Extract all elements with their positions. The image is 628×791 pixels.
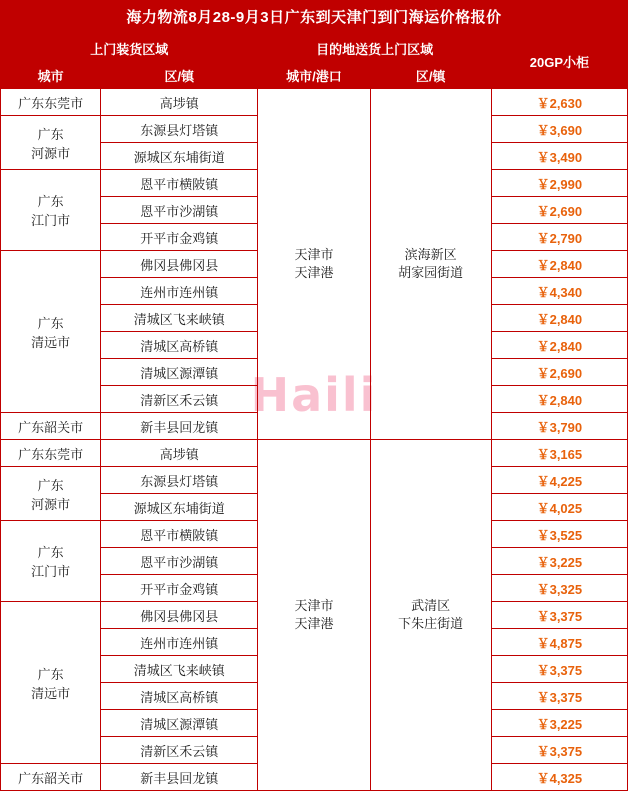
origin-town-cell: 高埗镇 <box>101 440 258 467</box>
origin-town-cell: 连州市连州镇 <box>101 629 258 656</box>
page-title: 海力物流8月28-9月3日广东到天津门到门海运价格报价 <box>0 0 628 34</box>
price-cell: ￥4,875 <box>491 629 627 656</box>
origin-town-cell: 清城区源潭镇 <box>101 359 258 386</box>
origin-town-cell: 恩平市横陂镇 <box>101 521 258 548</box>
price-cell: ￥2,840 <box>491 251 627 278</box>
price-cell: ￥3,525 <box>491 521 627 548</box>
price-cell: ￥3,375 <box>491 683 627 710</box>
origin-city-cell: 广东韶关市 <box>1 764 101 791</box>
origin-town-cell: 新丰县回龙镇 <box>101 764 258 791</box>
price-cell: ￥2,990 <box>491 170 627 197</box>
origin-city-cell: 广东东莞市 <box>1 440 101 467</box>
origin-town-cell: 东源县灯塔镇 <box>101 467 258 494</box>
origin-town-cell: 清城区高桥镇 <box>101 683 258 710</box>
price-cell: ￥3,225 <box>491 548 627 575</box>
header-price: 20GP小柜 <box>491 35 627 89</box>
origin-town-cell: 恩平市沙湖镇 <box>101 197 258 224</box>
price-cell: ￥3,490 <box>491 143 627 170</box>
origin-town-cell: 清城区源潭镇 <box>101 710 258 737</box>
table-row <box>1 89 628 116</box>
price-cell: ￥3,375 <box>491 656 627 683</box>
price-cell: ￥4,225 <box>491 467 627 494</box>
origin-city-cell: 广东 清远市 <box>1 602 101 764</box>
price-cell: ￥3,690 <box>491 116 627 143</box>
header-group-row <box>1 35 628 62</box>
destination-city-cell: 天津市 天津港 <box>258 89 370 440</box>
origin-city-cell: 广东 河源市 <box>1 116 101 170</box>
destination-city-cell: 天津市 天津港 <box>258 440 370 791</box>
watermark: Haili <box>250 368 378 422</box>
header-dest-town: 区/镇 <box>370 62 491 89</box>
origin-city-cell: 广东 河源市 <box>1 467 101 521</box>
table-body <box>1 89 628 791</box>
price-cell: ￥3,375 <box>491 602 627 629</box>
price-cell: ￥3,790 <box>491 413 627 440</box>
price-cell: ￥2,840 <box>491 386 627 413</box>
price-cell: ￥2,690 <box>491 197 627 224</box>
header-pickup-group: 上门装货区域 <box>1 35 258 62</box>
origin-town-cell: 开平市金鸡镇 <box>101 575 258 602</box>
header-city: 城市 <box>1 62 101 89</box>
price-cell: ￥2,840 <box>491 305 627 332</box>
origin-town-cell: 清城区高桥镇 <box>101 332 258 359</box>
table-row <box>1 440 628 467</box>
destination-town-cell: 滨海新区 胡家园街道 <box>370 89 491 440</box>
price-cell: ￥3,165 <box>491 440 627 467</box>
price-cell: ￥4,340 <box>491 278 627 305</box>
price-cell: ￥4,325 <box>491 764 627 791</box>
origin-town-cell: 东源县灯塔镇 <box>101 116 258 143</box>
origin-city-cell: 广东东莞市 <box>1 89 101 116</box>
origin-town-cell: 佛冈县佛冈县 <box>101 251 258 278</box>
price-cell: ￥3,325 <box>491 575 627 602</box>
origin-town-cell: 恩平市沙湖镇 <box>101 548 258 575</box>
price-table <box>0 34 628 791</box>
origin-town-cell: 开平市金鸡镇 <box>101 224 258 251</box>
header-town: 区/镇 <box>101 62 258 89</box>
origin-town-cell: 源城区东埔街道 <box>101 143 258 170</box>
price-cell: ￥3,225 <box>491 710 627 737</box>
header-delivery-group: 目的地送货上门区域 <box>258 35 491 62</box>
origin-town-cell: 清新区禾云镇 <box>101 386 258 413</box>
price-cell: ￥2,690 <box>491 359 627 386</box>
header-dest-city: 城市/港口 <box>258 62 370 89</box>
destination-town-cell: 武清区 下朱庄街道 <box>370 440 491 791</box>
origin-town-cell: 高埗镇 <box>101 89 258 116</box>
table-header <box>1 35 628 89</box>
origin-town-cell: 佛冈县佛冈县 <box>101 602 258 629</box>
origin-city-cell: 广东 江门市 <box>1 170 101 251</box>
origin-town-cell: 清城区飞来峡镇 <box>101 305 258 332</box>
origin-city-cell: 广东 清远市 <box>1 251 101 413</box>
origin-city-cell: 广东韶关市 <box>1 413 101 440</box>
price-cell: ￥2,630 <box>491 89 627 116</box>
origin-town-cell: 恩平市横陂镇 <box>101 170 258 197</box>
origin-town-cell: 清新区禾云镇 <box>101 737 258 764</box>
origin-town-cell: 清城区飞来峡镇 <box>101 656 258 683</box>
origin-town-cell: 源城区东埔街道 <box>101 494 258 521</box>
origin-town-cell: 新丰县回龙镇 <box>101 413 258 440</box>
origin-town-cell: 连州市连州镇 <box>101 278 258 305</box>
price-cell: ￥3,375 <box>491 737 627 764</box>
price-cell: ￥2,840 <box>491 332 627 359</box>
origin-city-cell: 广东 江门市 <box>1 521 101 602</box>
price-cell: ￥4,025 <box>491 494 627 521</box>
price-cell: ￥2,790 <box>491 224 627 251</box>
